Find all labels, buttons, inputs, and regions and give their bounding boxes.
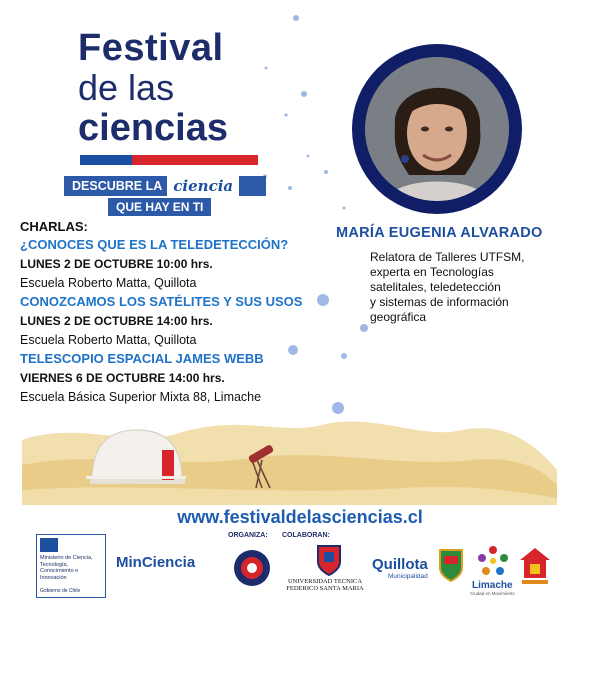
talk-date: LUNES 2 DE OCTUBRE 14:00 hrs. [20,314,213,328]
observatory-logo-icon [232,548,272,588]
chile-flag-bar [80,155,258,165]
tagline-part2: QUE HAY EN TI [108,198,211,216]
speaker-desc-line: experta en Tecnologías [370,265,494,279]
talk-title: CONOZCAMOS LOS SATÉLITES Y SUS USOS [20,294,303,309]
speaker-photo [352,44,522,214]
utfsm-name [280,578,370,592]
ministry-logo [36,534,106,598]
talk-place: Escuela Roberto Matta, Quillota [20,333,197,347]
talk-place: Escuela Roberto Matta, Quillota [20,276,197,290]
sponsor-footer [36,528,556,600]
limache-sub: Ciudad en Movimiento [470,591,515,596]
utfsm-line-1: UNIVERSIDAD TECNICA [287,578,363,585]
limache-flower-icon [476,544,510,578]
quillota-shield-icon [438,546,464,582]
limache-logo: Limache [472,580,513,591]
tagline-highlight: ciencia [167,176,239,196]
quillota-sub: Municipalidad [388,573,428,580]
talk-place: Escuela Básica Superior Mixta 88, Limache [20,390,262,404]
title-line-1: Festival [78,27,224,69]
festival-website-link[interactable]: www.festivaldelasciencias.cl [177,507,423,527]
title-line-2: de las [78,67,175,108]
speaker-desc-line: geográfica [370,310,427,324]
quillota-logo: Quillota [372,556,428,573]
minciencia-logo: MinCiencia [116,554,196,571]
talk-title: ¿CONOCES QUE ES LA TELEDETECCIÓN? [20,237,289,252]
utfsm-shield-icon [316,544,342,576]
speaker-desc-line: satelitales, teledetección [370,280,501,294]
foundation-logo-icon [518,546,552,586]
title-line-3: ciencias [78,107,228,149]
talk-date: LUNES 2 DE OCTUBRE 10:00 hrs. [20,257,213,271]
speaker-name: MARÍA EUGENIA ALVARADO [336,225,543,241]
talk-title: TELESCOPIO ESPACIAL JAMES WEBB [20,351,264,366]
organiza-label: ORGANIZA: [228,532,268,539]
tagline-box [64,176,266,196]
colaboran-label: COLABORAN: [282,532,330,539]
utfsm-line-2: FEDERICO SANTA MARIA [286,585,364,592]
talk-date: VIERNES 6 DE OCTUBRE 14:00 hrs. [20,371,225,385]
speaker-desc-line: Relatora de Talleres UTFSM, [370,250,525,264]
festival-title [78,28,228,148]
speaker-portrait-icon [365,57,509,201]
ministry-name: Ministerio de Ciencia, Tecnología, Conocimiento e Innovación [40,555,93,581]
gobierno-label: Gobierno de Chile [40,587,81,594]
tagline-part1: DESCUBRE LA [72,179,163,193]
chile-shield-icon [40,538,58,552]
talks-list [20,219,330,408]
speaker-desc-line: y sistemas de información [370,295,509,309]
talks-heading: CHARLAS: [20,219,88,234]
speaker-description [370,250,570,325]
desert-landscape-illustration [22,410,557,505]
